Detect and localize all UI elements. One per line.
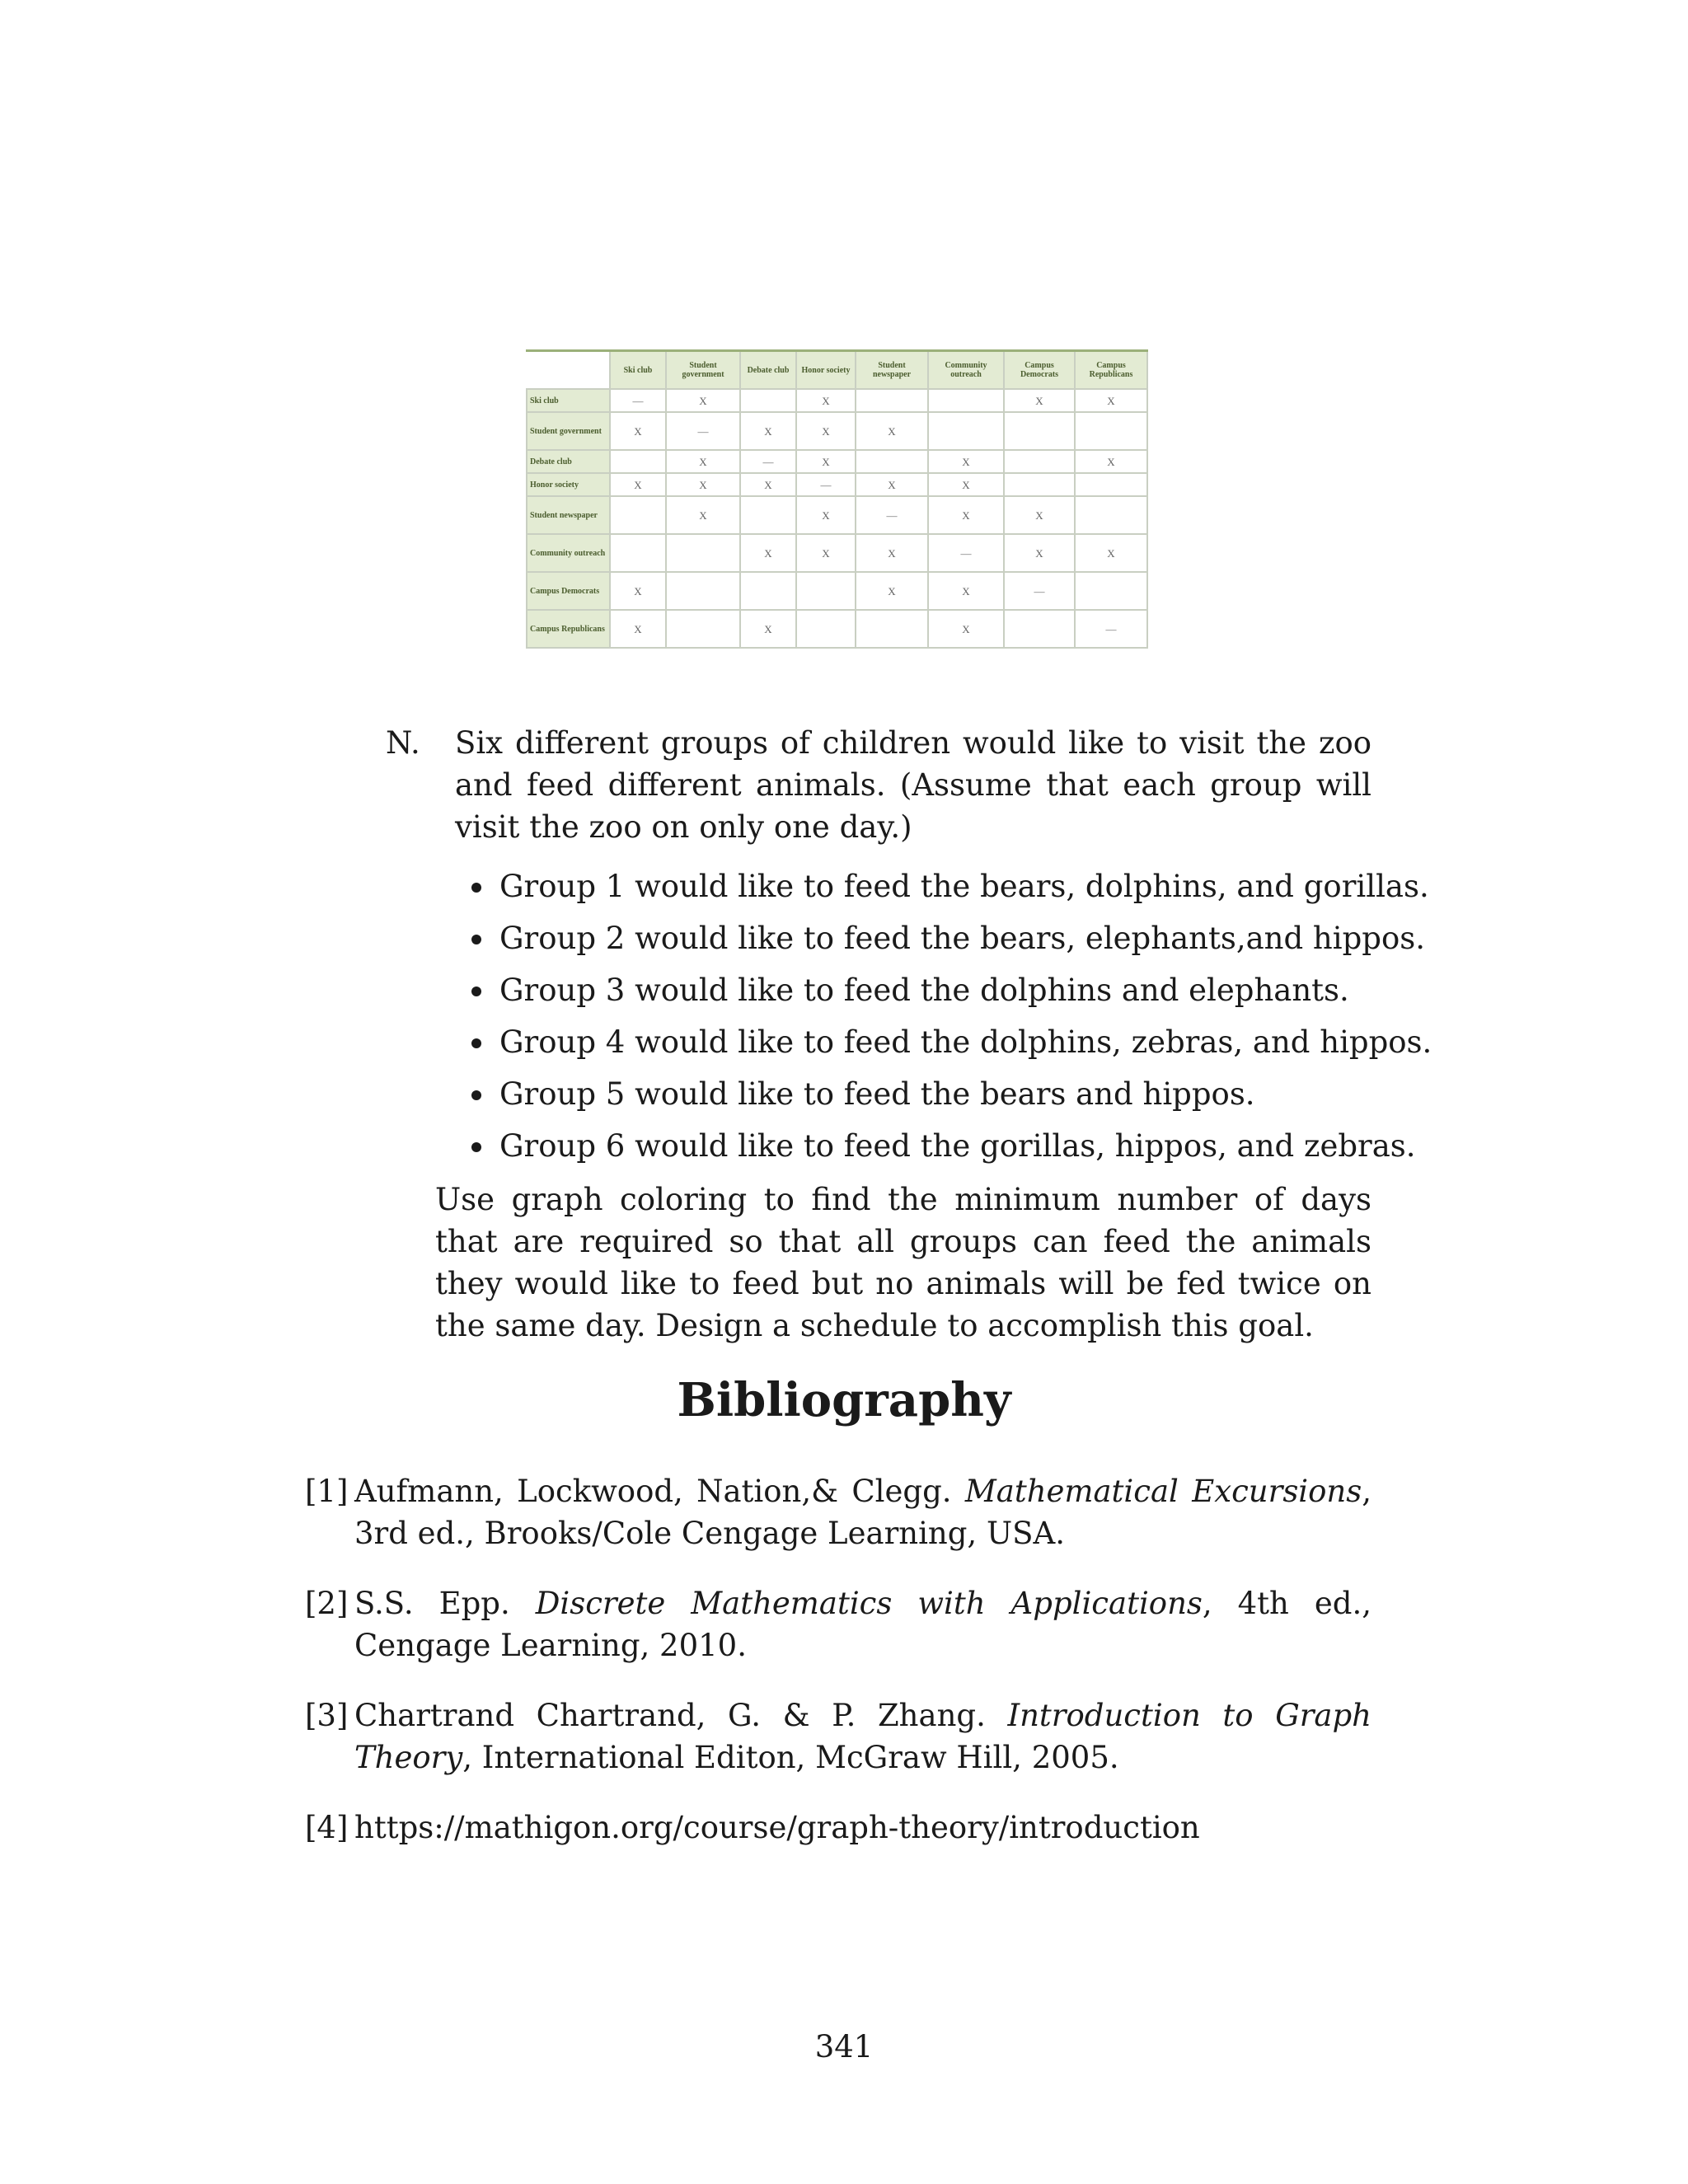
problem-intro: Six different groups of children would like to visit the zoo and feed different animals. (Assume that each group will visit the zoo on only one day.) xyxy=(455,725,1372,845)
entry-title: Mathematical Excursions xyxy=(964,1474,1362,1509)
problem-label: N. xyxy=(386,725,420,761)
bibliography-heading: Bibliography xyxy=(677,1373,1011,1427)
group-text: Group 6 would like to feed the gorillas, hippos, and zebras. xyxy=(499,1128,1416,1164)
table-row xyxy=(527,473,1147,496)
table-cell: X xyxy=(740,610,796,648)
table-cell xyxy=(796,610,856,648)
table-cell: X xyxy=(928,473,1004,496)
table-row xyxy=(527,610,1147,648)
table-cell: X xyxy=(666,496,740,534)
table-cell: X xyxy=(856,473,928,496)
entry-publisher: , International Editon, McGraw Hill, 2005. xyxy=(462,1740,1119,1775)
table-cell: X xyxy=(796,412,856,450)
group-text: Group 4 would like to feed the dolphins, zebras, and hippos. xyxy=(499,1024,1432,1060)
column-header: Campus Democrats xyxy=(1004,351,1075,390)
list-item xyxy=(471,1120,1432,1172)
list-item xyxy=(471,964,1432,1016)
table-cell xyxy=(740,496,796,534)
table-cell: X xyxy=(610,572,666,610)
table-cell xyxy=(1075,412,1147,450)
table-cell: X xyxy=(666,473,740,496)
table-row xyxy=(527,572,1147,610)
table-cell xyxy=(1075,572,1147,610)
table-cell: X xyxy=(1004,534,1075,572)
table-cell: — xyxy=(1004,572,1075,610)
table-cell xyxy=(928,412,1004,450)
entry-text xyxy=(354,1582,1372,1666)
row-header: Student newspaper xyxy=(527,496,610,534)
table-cell: X xyxy=(610,412,666,450)
table-cell: X xyxy=(1004,496,1075,534)
row-header: Ski club xyxy=(527,389,610,412)
table-cell: X xyxy=(610,610,666,648)
bullet-icon xyxy=(471,987,481,996)
table-cell: — xyxy=(610,389,666,412)
table-cell xyxy=(1075,496,1147,534)
table-corner-cell xyxy=(527,351,610,390)
table-cell: X xyxy=(856,534,928,572)
entry-authors: Chartrand Chartrand, G. & P. Zhang. xyxy=(354,1698,1008,1733)
committee-conflict-table xyxy=(526,349,1148,649)
table-row xyxy=(527,412,1147,450)
table-cell xyxy=(1004,450,1075,473)
table-row xyxy=(527,496,1147,534)
table-cell xyxy=(1004,412,1075,450)
table-cell xyxy=(740,389,796,412)
column-header: Student newspaper xyxy=(856,351,928,390)
entry-number: [1] xyxy=(305,1474,349,1509)
entry-authors: S.S. Epp. xyxy=(354,1586,536,1621)
table-cell xyxy=(856,450,928,473)
entry-text xyxy=(354,1470,1372,1554)
group-text: Group 5 would like to feed the bears and hippos. xyxy=(499,1076,1255,1112)
bullet-icon xyxy=(471,935,481,944)
table-cell: — xyxy=(1075,610,1147,648)
table-cell: X xyxy=(740,534,796,572)
table-cell: X xyxy=(1075,534,1147,572)
entry-link[interactable]: https://mathigon.org/course/graph-theory/introduction xyxy=(354,1810,1200,1845)
bullet-icon xyxy=(471,1090,481,1100)
bullet-icon xyxy=(471,883,481,893)
list-item xyxy=(471,860,1432,912)
page-number: 341 xyxy=(814,2029,874,2064)
bullet-icon xyxy=(471,1142,481,1152)
table-cell: X xyxy=(666,389,740,412)
table-cell xyxy=(666,572,740,610)
list-item xyxy=(471,1068,1432,1120)
table-cell: X xyxy=(796,450,856,473)
table-cell: — xyxy=(666,412,740,450)
column-header: Honor society xyxy=(796,351,856,390)
table-cell xyxy=(610,496,666,534)
table-cell xyxy=(740,572,796,610)
entry-title: Introduction to Graph Theory xyxy=(354,1698,1372,1775)
table-cell xyxy=(856,610,928,648)
table-body xyxy=(527,389,1147,648)
table-cell xyxy=(928,389,1004,412)
table-cell xyxy=(1004,610,1075,648)
table-cell: — xyxy=(740,450,796,473)
row-header: Campus Republicans xyxy=(527,610,610,648)
entry-number: [4] xyxy=(305,1810,349,1845)
problem-instruction: Use graph coloring to find the minimum number of days that are required so that all groups can feed the animals they would like to feed but no animals will be fed twice on the same day. Design a schedule to accomplish this goal. xyxy=(435,1182,1372,1343)
table-cell: X xyxy=(740,473,796,496)
row-header: Debate club xyxy=(527,450,610,473)
table-cell: X xyxy=(666,450,740,473)
row-header: Campus Democrats xyxy=(527,572,610,610)
row-header: Community outreach xyxy=(527,534,610,572)
column-header: Community outreach xyxy=(928,351,1004,390)
entry-text xyxy=(354,1694,1372,1779)
group-list xyxy=(471,860,1432,1172)
column-header: Campus Republicans xyxy=(1075,351,1147,390)
entry-publisher: , 3rd ed., Brooks/Cole Cengage Learning, USA. xyxy=(354,1474,1372,1551)
table-cell xyxy=(796,572,856,610)
table-cell: X xyxy=(928,496,1004,534)
table-cell xyxy=(1075,473,1147,496)
table-cell: X xyxy=(1075,450,1147,473)
table-cell: X xyxy=(740,412,796,450)
entry-authors: Aufmann, Lockwood, Nation,& Clegg. xyxy=(354,1474,965,1509)
row-header: Student government xyxy=(527,412,610,450)
table-cell xyxy=(610,450,666,473)
table-cell: X xyxy=(1004,389,1075,412)
column-header: Ski club xyxy=(610,351,666,390)
entry-publisher: , 4th ed., Cengage Learning, 2010. xyxy=(354,1586,1372,1663)
table-cell: — xyxy=(796,473,856,496)
row-header: Honor society xyxy=(527,473,610,496)
table-cell: X xyxy=(856,412,928,450)
table-cell xyxy=(666,610,740,648)
entry-number: [2] xyxy=(305,1586,349,1621)
table-cell xyxy=(610,534,666,572)
table-cell: X xyxy=(928,450,1004,473)
table-cell: X xyxy=(796,389,856,412)
table-cell: X xyxy=(928,572,1004,610)
table-cell: — xyxy=(856,496,928,534)
table-cell: X xyxy=(928,610,1004,648)
group-text: Group 3 would like to feed the dolphins and elephants. xyxy=(499,972,1349,1008)
entry-number: [3] xyxy=(305,1698,349,1733)
bullet-icon xyxy=(471,1038,481,1048)
table-header-row xyxy=(527,351,1147,390)
table-row xyxy=(527,450,1147,473)
table-cell: X xyxy=(796,496,856,534)
column-header: Student government xyxy=(666,351,740,390)
table-row xyxy=(527,534,1147,572)
group-text: Group 2 would like to feed the bears, elephants,and hippos. xyxy=(499,921,1425,956)
list-item xyxy=(471,1016,1432,1068)
column-header: Debate club xyxy=(740,351,796,390)
table-cell: X xyxy=(856,572,928,610)
table-cell: X xyxy=(610,473,666,496)
table-row xyxy=(527,389,1147,412)
table-cell: X xyxy=(796,534,856,572)
entry-title: Discrete Mathematics with Applications xyxy=(535,1586,1203,1621)
table-cell xyxy=(856,389,928,412)
table-cell: X xyxy=(1075,389,1147,412)
group-text: Group 1 would like to feed the bears, dolphins, and gorillas. xyxy=(499,869,1429,904)
table-cell xyxy=(1004,473,1075,496)
list-item xyxy=(471,912,1432,964)
table-cell: — xyxy=(928,534,1004,572)
table-cell xyxy=(666,534,740,572)
